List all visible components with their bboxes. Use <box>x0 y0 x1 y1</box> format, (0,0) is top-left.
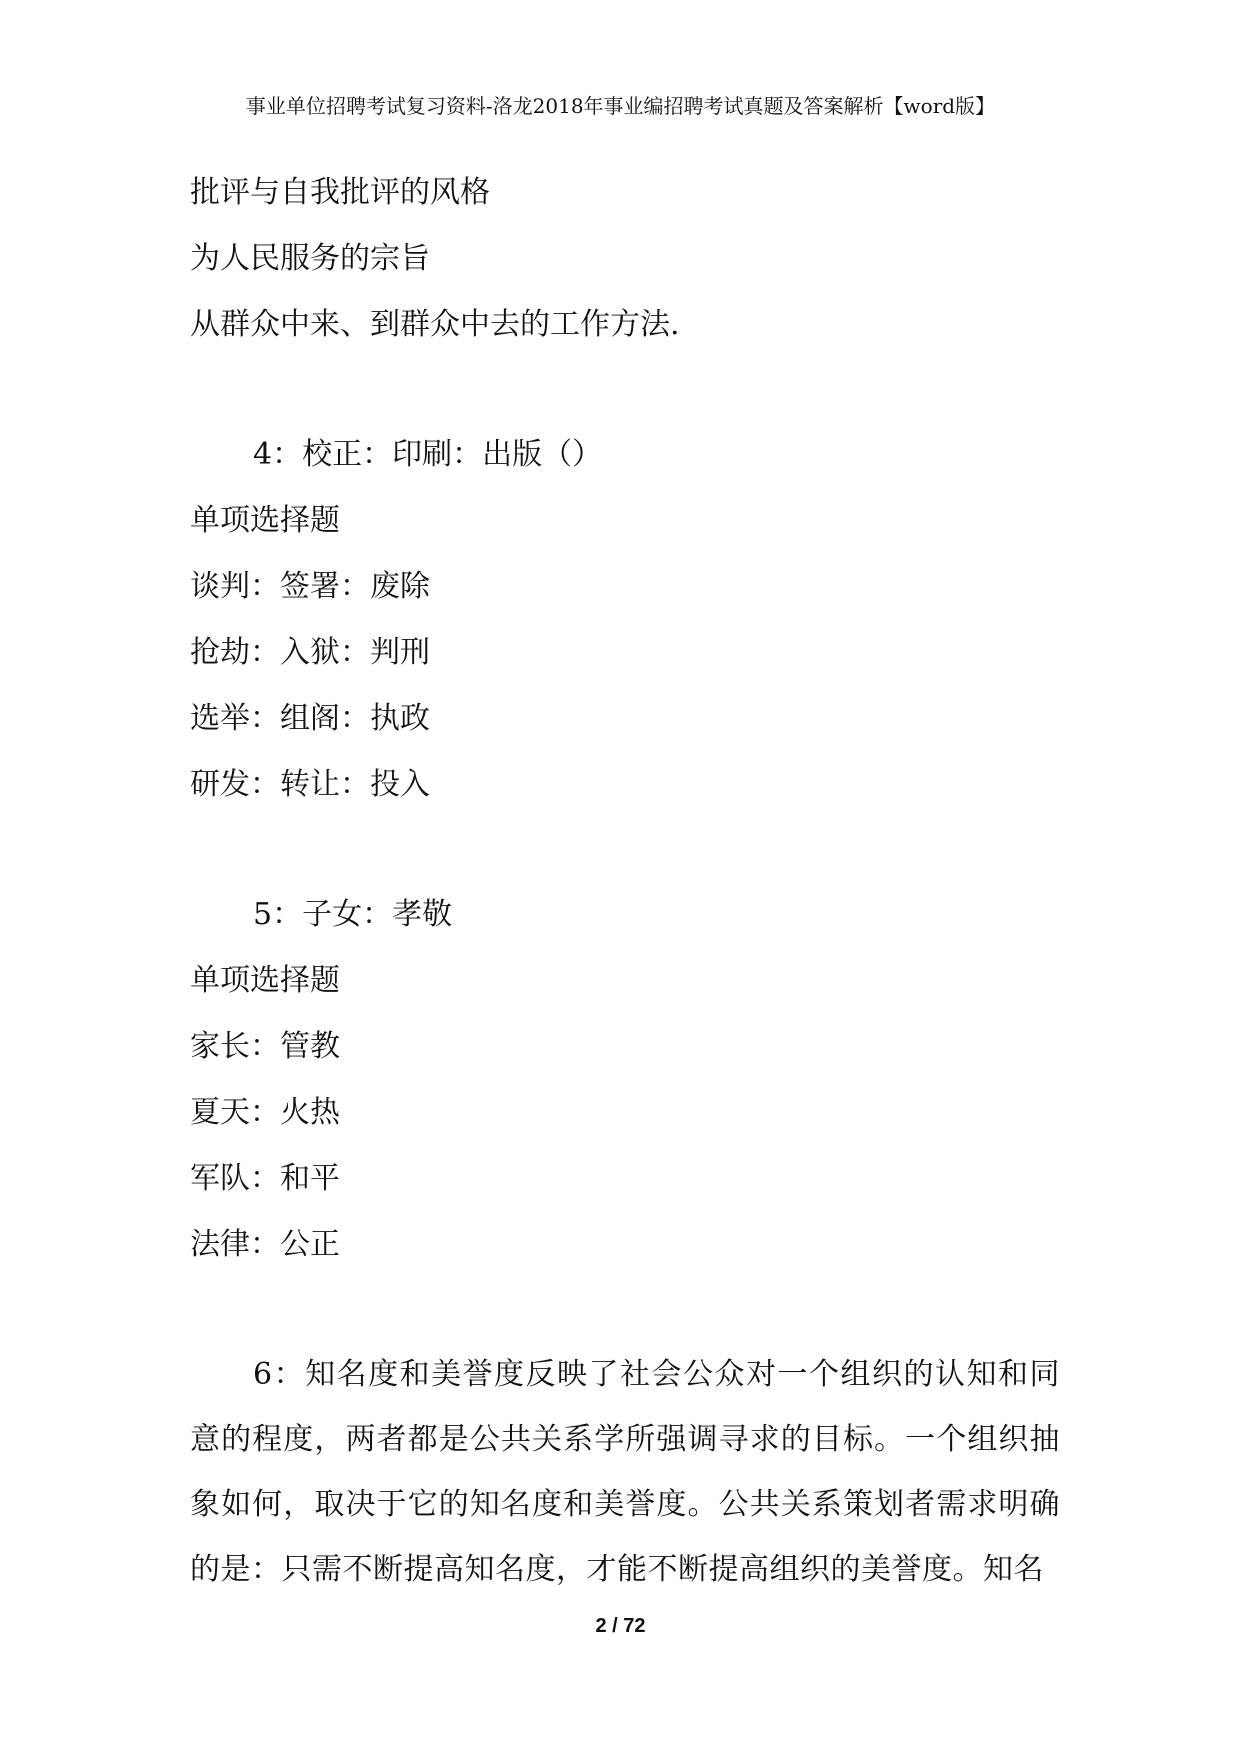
question-5-option: 夏天：火热 <box>190 1095 340 1130</box>
question-4-type: 单项选择题 <box>190 503 340 538</box>
intro-line: 从群众中来、到群众中去的工作方法. <box>190 307 680 342</box>
question-4-option: 抢劫：入狱：判刑 <box>190 635 430 670</box>
spacer <box>190 1278 1060 1342</box>
intro-line: 批评与自我批评的风格 <box>190 175 490 210</box>
question-4-option: 谈判：签署：废除 <box>190 569 430 604</box>
question-5-option: 家长：管教 <box>190 1029 340 1064</box>
question-5-option: 军队：和平 <box>190 1161 340 1196</box>
document-body <box>190 160 1060 1602</box>
question-5-option: 法律：公正 <box>190 1227 340 1262</box>
question-4-title: 4：校正：印刷：出版（） <box>253 437 603 472</box>
question-4-option: 选举：组阁：执政 <box>190 701 430 736</box>
question-4-option: 研发：转让：投入 <box>190 767 430 802</box>
page-header: 事业单位招聘考试复习资料-洛龙2018年事业编招聘考试真题及答案解析【word版】 <box>245 94 996 118</box>
question-5-title: 5：子女：孝敬 <box>253 897 453 932</box>
page-number: 2 / 72 <box>595 1615 646 1637</box>
question-5-type: 单项选择题 <box>190 963 340 998</box>
intro-line: 为人民服务的宗旨 <box>190 241 430 276</box>
question-6-text: 6：知名度和美誉度反映了社会公众对一个组织的认知和同意的程度，两者都是公共关系学所强调寻求的目标。一个组织抽象如何，取决于它的知名度和美誉度。公共关系策划者需求明确的是：只需不断提高知名度，才能不断提高组织的美誉度。知名 <box>190 1357 1060 1587</box>
spacer <box>190 358 1060 422</box>
spacer <box>190 818 1060 882</box>
